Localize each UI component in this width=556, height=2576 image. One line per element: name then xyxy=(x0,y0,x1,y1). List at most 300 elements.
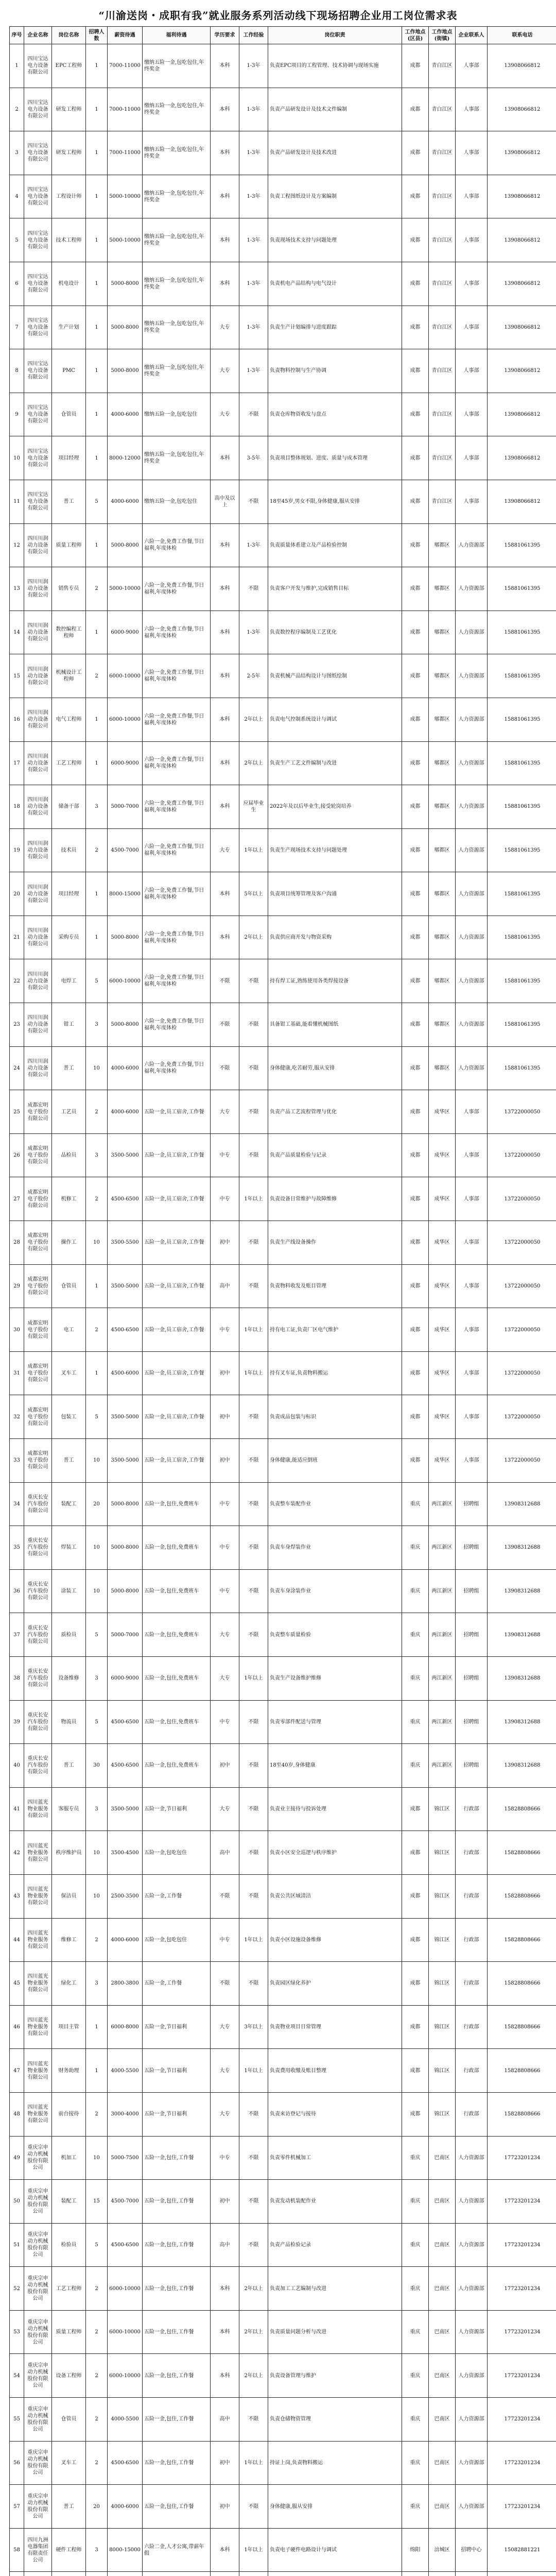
education-cell: 中专 xyxy=(211,1918,239,1962)
contact-cell: 行政部 xyxy=(456,2005,488,2049)
district-cell: 成都 xyxy=(402,611,429,654)
education-cell: 中专 xyxy=(211,1133,239,1177)
seq-cell: 14 xyxy=(10,611,24,654)
benefits-cell: 缴纳五险一金,包吃包住 xyxy=(143,393,211,436)
table-row xyxy=(10,131,556,175)
table-row xyxy=(10,1439,556,1483)
duties-cell: 负责费用收缴及账目整理 xyxy=(268,2049,402,2093)
duties-cell: 持证上岗,负责物料搬运 xyxy=(268,2441,402,2485)
company-cell: 四川宝达电力设备有限公司 xyxy=(24,44,52,88)
seq-cell xyxy=(10,2572,24,2576)
education-cell: 高中 xyxy=(211,2223,239,2267)
benefits-cell: 六险一金,免费工作餐,节日福利,年度体检 xyxy=(143,654,211,698)
table-row xyxy=(10,218,556,262)
phone-cell: 13908312688 xyxy=(488,1744,556,1788)
education-cell: 本科 xyxy=(211,88,239,131)
company-cell: 四川川润动力设备有限公司 xyxy=(24,828,52,872)
street-cell: 两江新区 xyxy=(429,1526,456,1570)
company-cell: 四川川润动力设备有限公司 xyxy=(24,872,52,916)
contact-cell: 招聘组 xyxy=(456,1656,488,1700)
position-cell: 生产计划 xyxy=(52,306,86,349)
duties-cell: 负责数控程序编制及工艺优化 xyxy=(268,611,402,654)
experience-cell: 1-3年 xyxy=(239,44,268,88)
position-cell: 硬件工程师 xyxy=(52,2528,86,2572)
benefits-cell: 六险二金,人才公寓,带薪年假 xyxy=(143,2528,211,2572)
company-cell: 四川川润动力设备有限公司 xyxy=(24,698,52,741)
seq-cell: 48 xyxy=(10,2092,24,2136)
experience-cell: 2年以上 xyxy=(239,741,268,785)
seq-cell: 41 xyxy=(10,1787,24,1831)
contact-cell: 招聘组 xyxy=(456,1482,488,1526)
header-cell: 福利待遇 xyxy=(143,27,211,44)
salary-cell: 5000-8000 xyxy=(108,1003,143,1047)
duties-cell: 负责项目整体规划、进度、质量与成本管理 xyxy=(268,436,402,480)
street-cell: 成华区 xyxy=(429,1177,456,1221)
headcount-cell xyxy=(86,2572,108,2576)
headcount-cell: 1 xyxy=(86,131,108,175)
duties-cell: 负责工程图纸设计及方案编制 xyxy=(268,175,402,218)
position-cell: 操作工 xyxy=(52,1221,86,1265)
district-cell: 成都 xyxy=(402,88,429,131)
duties-cell: 负责物业项目日常管理 xyxy=(268,2005,402,2049)
contact-cell: 招聘组 xyxy=(456,1700,488,1744)
seq-cell: 55 xyxy=(10,2398,24,2442)
company-cell: 四川蓝光物业服务有限公司 xyxy=(24,1787,52,1831)
education-cell: 不限 xyxy=(211,1874,239,1918)
seq-cell: 47 xyxy=(10,2049,24,2093)
experience-cell: 2年以上 xyxy=(239,2354,268,2398)
duties-cell: 具备钳工基础,能看懂机械图纸 xyxy=(268,1003,402,1047)
education-cell: 本科 xyxy=(211,2310,239,2354)
salary-cell: 4500-6500 xyxy=(108,1700,143,1744)
headcount-cell: 2 xyxy=(86,654,108,698)
street-cell: 锦江区 xyxy=(429,1787,456,1831)
contact-cell: 人力资源部 xyxy=(456,785,488,829)
education-cell: 初中 xyxy=(211,1351,239,1395)
phone-cell: 13908066812 xyxy=(488,480,556,523)
duties-cell: 负责质量问题分析与改进 xyxy=(268,2310,402,2354)
education-cell: 大专 xyxy=(211,393,239,436)
seq-cell: 12 xyxy=(10,523,24,567)
duties-cell: 负责小区设施设备维修 xyxy=(268,1918,402,1962)
district-cell: 重庆 xyxy=(402,1569,429,1613)
benefits-cell: 六险一金,免费工作餐,节日福利,年度体检 xyxy=(143,741,211,785)
phone-cell: 13908066812 xyxy=(488,393,556,436)
duties-cell: 负责产品检验记录 xyxy=(268,2223,402,2267)
company-cell: 四川九洲电器集团有限责任公司 xyxy=(24,2528,52,2572)
salary-cell: 4000-6000 xyxy=(108,393,143,436)
headcount-cell: 10 xyxy=(86,1439,108,1483)
street-cell: 青白江区 xyxy=(429,218,456,262)
phone-cell: 15881061395 xyxy=(488,916,556,959)
company-cell: 四川川润动力设备有限公司 xyxy=(24,567,52,611)
headcount-cell: 10 xyxy=(86,1526,108,1570)
headcount-cell: 10 xyxy=(86,1046,108,1090)
duties-cell: 负责产品质量检验与记录 xyxy=(268,1133,402,1177)
education-cell: 初中 xyxy=(211,1744,239,1788)
street-cell xyxy=(429,2572,456,2576)
contact-cell: 人力资源部 xyxy=(456,567,488,611)
street-cell: 青白江区 xyxy=(429,306,456,349)
contact-cell: 人事部 xyxy=(456,1264,488,1308)
company-cell: 四川川润动力设备有限公司 xyxy=(24,611,52,654)
table-row xyxy=(10,2180,556,2224)
salary-cell: 6000-9000 xyxy=(108,1656,143,1700)
contact-cell: 人事部 xyxy=(456,88,488,131)
headcount-cell: 1 xyxy=(86,175,108,218)
headcount-cell: 2 xyxy=(86,2354,108,2398)
benefits-cell: 五险一金,包住,工作餐 xyxy=(143,2180,211,2224)
experience-cell xyxy=(239,2572,268,2576)
company-cell: 四川宝达电力设备有限公司 xyxy=(24,218,52,262)
phone-cell: 15881061395 xyxy=(488,785,556,829)
seq-cell: 54 xyxy=(10,2354,24,2398)
benefits-cell: 缴纳五险一金,包吃包住,年终奖金 xyxy=(143,349,211,393)
position-cell: 储备干部 xyxy=(52,785,86,829)
position-cell: 仓管员 xyxy=(52,1264,86,1308)
duties-cell: 负责产品研发设计及技术改进 xyxy=(268,131,402,175)
salary-cell: 4500-6500 xyxy=(108,1308,143,1352)
table-row xyxy=(10,2485,556,2529)
street-cell: 成华区 xyxy=(429,1395,456,1439)
table-body xyxy=(10,44,556,2576)
duties-cell: 负责物料收发及账目管理 xyxy=(268,1264,402,1308)
seq-cell: 17 xyxy=(10,741,24,785)
company-cell: 成都宏明电子股份有限公司 xyxy=(24,1221,52,1265)
phone-cell: 13908066812 xyxy=(488,349,556,393)
salary-cell: 6000-10000 xyxy=(108,698,143,741)
experience-cell: 不限 xyxy=(239,1526,268,1570)
table-row xyxy=(10,785,556,829)
company-cell: 四川宝达电力设备有限公司 xyxy=(24,436,52,480)
district-cell: 成都 xyxy=(402,1264,429,1308)
education-cell: 本科 xyxy=(211,567,239,611)
phone-cell: 15828808666 xyxy=(488,1831,556,1875)
education-cell: 本科 xyxy=(211,741,239,785)
phone-cell: 13908066812 xyxy=(488,306,556,349)
contact-cell: 人事部 xyxy=(456,1439,488,1483)
benefits-cell: 五险一金,包住,工作餐 xyxy=(143,2441,211,2485)
salary-cell: 5000-7000 xyxy=(108,1613,143,1657)
education-cell: 初中 xyxy=(211,2485,239,2529)
seq-cell: 30 xyxy=(10,1308,24,1352)
table-row xyxy=(10,306,556,349)
contact-cell: 人力资源部 xyxy=(456,2441,488,2485)
phone-cell: 15881061395 xyxy=(488,611,556,654)
table-row xyxy=(10,523,556,567)
phone-cell: 15881061395 xyxy=(488,828,556,872)
company-cell: 成都宏明电子股份有限公司 xyxy=(24,1351,52,1395)
position-cell: EPC工程师 xyxy=(52,44,86,88)
position-cell: 绿化工 xyxy=(52,1962,86,2006)
seq-cell: 26 xyxy=(10,1133,24,1177)
position-cell: 客服专员 xyxy=(52,1787,86,1831)
headcount-cell: 1 xyxy=(86,611,108,654)
seq-cell: 36 xyxy=(10,1569,24,1613)
salary-cell: 5000-8000 xyxy=(108,523,143,567)
company-cell: 重庆宗申动力机械股份有限公司 xyxy=(24,2485,52,2529)
position-cell: 项目主管 xyxy=(52,2005,86,2049)
position-cell: 质量工程师 xyxy=(52,2310,86,2354)
contact-cell: 人力资源部 xyxy=(456,2398,488,2442)
education-cell: 初中 xyxy=(211,1221,239,1265)
education-cell: 初中 xyxy=(211,2441,239,2485)
header-cell: 企业联系人 xyxy=(456,27,488,44)
street-cell: 巴南区 xyxy=(429,2398,456,2442)
duties-cell: 负责生产计划编排与进度跟踪 xyxy=(268,306,402,349)
company-cell: 四川宝达电力设备有限公司 xyxy=(24,480,52,523)
phone-cell: 15881061395 xyxy=(488,1046,556,1090)
company-cell: 重庆长安汽车股份有限公司 xyxy=(24,1569,52,1613)
district-cell: 成都 xyxy=(402,1090,429,1134)
street-cell: 郫都区 xyxy=(429,698,456,741)
seq-cell: 7 xyxy=(10,306,24,349)
headcount-cell: 1 xyxy=(86,2049,108,2093)
phone-cell: 13908312688 xyxy=(488,1482,556,1526)
benefits-cell: 六险一金,免费工作餐,节日福利,年度体检 xyxy=(143,959,211,1003)
education-cell: 不限 xyxy=(211,1962,239,2006)
street-cell: 涪城区 xyxy=(429,2528,456,2572)
salary-cell: 5000-8000 xyxy=(108,262,143,306)
duties-cell: 负责零部件配送与管理 xyxy=(268,1700,402,1744)
education-cell: 本科 xyxy=(211,785,239,829)
phone-cell: 13908312688 xyxy=(488,1656,556,1700)
benefits-cell: 缴纳五险一金,包吃包住,年终奖金 xyxy=(143,218,211,262)
phone-cell: 15881061395 xyxy=(488,1003,556,1047)
contact-cell: 人力资源部 xyxy=(456,1003,488,1047)
seq-cell: 8 xyxy=(10,349,24,393)
education-cell: 本科 xyxy=(211,2267,239,2311)
education-cell: 不限 xyxy=(211,1046,239,1090)
experience-cell: 不限 xyxy=(239,1046,268,1090)
company-cell: 四川宝达电力设备有限公司 xyxy=(24,88,52,131)
district-cell: 成都 xyxy=(402,828,429,872)
benefits-cell: 缴纳五险一金,包吃包住 xyxy=(143,480,211,523)
phone-cell: 13908066812 xyxy=(488,262,556,306)
position-cell: 项目经理 xyxy=(52,872,86,916)
duties-cell: 负责设备日常维护与故障维修 xyxy=(268,1177,402,1221)
district-cell: 成都 xyxy=(402,959,429,1003)
contact-cell: 人事部 xyxy=(456,175,488,218)
company-cell: 重庆宗申动力机械股份有限公司 xyxy=(24,2310,52,2354)
duties-cell: 18至40岁,身体健康 xyxy=(268,1744,402,1788)
table-row xyxy=(10,2310,556,2354)
seq-cell: 18 xyxy=(10,785,24,829)
position-cell: 工艺员 xyxy=(52,1090,86,1134)
experience-cell: 不限 xyxy=(239,2136,268,2180)
table-row xyxy=(10,480,556,523)
street-cell: 成华区 xyxy=(429,1264,456,1308)
position-cell: 品检员 xyxy=(52,1133,86,1177)
district-cell: 成都 xyxy=(402,131,429,175)
experience-cell: 1年以上 xyxy=(239,1351,268,1395)
contact-cell: 行政部 xyxy=(456,1874,488,1918)
experience-cell: 3-5年 xyxy=(239,436,268,480)
salary-cell: 3500-5500 xyxy=(108,1221,143,1265)
experience-cell: 1-3年 xyxy=(239,218,268,262)
contact-cell: 人事部 xyxy=(456,1221,488,1265)
table-row xyxy=(10,2354,556,2398)
contact-cell: 人事部 xyxy=(456,218,488,262)
table-row xyxy=(10,2223,556,2267)
salary-cell: 5000-7500 xyxy=(108,2136,143,2180)
phone-cell: 17723201234 xyxy=(488,2354,556,2398)
salary-cell: 4000-5500 xyxy=(108,2049,143,2093)
position-cell: 工艺工程师 xyxy=(52,2267,86,2311)
salary-cell: 5000-10000 xyxy=(108,567,143,611)
company-cell: 四川蓝光物业服务有限公司 xyxy=(24,1874,52,1918)
district-cell: 重庆 xyxy=(402,2398,429,2442)
benefits-cell: 缴纳五险一金,包吃包住,年终奖金 xyxy=(143,44,211,88)
contact-cell: 人力资源部 xyxy=(456,2310,488,2354)
education-cell: 大专 xyxy=(211,1656,239,1700)
experience-cell: 不限 xyxy=(239,480,268,523)
experience-cell: 不限 xyxy=(239,1395,268,1439)
phone-cell: 17723201234 xyxy=(488,2136,556,2180)
street-cell: 巴南区 xyxy=(429,2223,456,2267)
contact-cell: 人力资源部 xyxy=(456,654,488,698)
headcount-cell: 1 xyxy=(86,1264,108,1308)
headcount-cell: 1 xyxy=(86,872,108,916)
street-cell: 郫都区 xyxy=(429,1046,456,1090)
seq-cell: 42 xyxy=(10,1831,24,1875)
benefits-cell: 缴纳五险一金,包吃包住,年终奖金 xyxy=(143,175,211,218)
benefits-cell: 六险一金,免费工作餐,节日福利,年度体检 xyxy=(143,611,211,654)
salary-cell: 5000-8000 xyxy=(108,1482,143,1526)
company-cell: 重庆宗申动力机械股份有限公司 xyxy=(24,2441,52,2485)
street-cell: 锦江区 xyxy=(429,1831,456,1875)
education-cell: 大专 xyxy=(211,828,239,872)
education-cell: 本科 xyxy=(211,175,239,218)
district-cell: 重庆 xyxy=(402,1700,429,1744)
headcount-cell: 3 xyxy=(86,1133,108,1177)
table-row xyxy=(10,1221,556,1265)
headcount-cell: 30 xyxy=(86,1744,108,1788)
benefits-cell: 五险一金,节日福利 xyxy=(143,2049,211,2093)
contact-cell: 人事部 xyxy=(456,1133,488,1177)
salary-cell: 6000-10000 xyxy=(108,654,143,698)
position-cell: 销售专员 xyxy=(52,567,86,611)
phone-cell: 13908066812 xyxy=(488,436,556,480)
seq-cell: 5 xyxy=(10,218,24,262)
street-cell: 锦江区 xyxy=(429,2092,456,2136)
salary-cell: 5000-8000 xyxy=(108,349,143,393)
position-cell: 物流员 xyxy=(52,1700,86,1744)
phone-cell: 17723201234 xyxy=(488,2223,556,2267)
district-cell: 成都 xyxy=(402,1787,429,1831)
benefits-cell: 五险一金,员工宿舍,工作餐 xyxy=(143,1351,211,1395)
headcount-cell: 5 xyxy=(86,480,108,523)
phone-cell: 13722000050 xyxy=(488,1308,556,1352)
education-cell: 大专 xyxy=(211,2049,239,2093)
position-cell: 普工 xyxy=(52,1439,86,1483)
benefits-cell: 五险一金,员工宿舍,工作餐 xyxy=(143,1439,211,1483)
headcount-cell: 10 xyxy=(86,1874,108,1918)
street-cell: 巴南区 xyxy=(429,2310,456,2354)
position-cell: 包装工 xyxy=(52,1395,86,1439)
seq-cell: 58 xyxy=(10,2528,24,2572)
position-cell: 装配工 xyxy=(52,1482,86,1526)
phone-cell: 13722000050 xyxy=(488,1221,556,1265)
table-row xyxy=(10,916,556,959)
table-row xyxy=(10,1351,556,1395)
salary-cell: 4500-7000 xyxy=(108,828,143,872)
district-cell: 重庆 xyxy=(402,1526,429,1570)
district-cell: 成都 xyxy=(402,44,429,88)
header-cell: 岗位职责 xyxy=(268,27,402,44)
duties-cell: 负责车身涂装作业 xyxy=(268,1569,402,1613)
street-cell: 郫都区 xyxy=(429,567,456,611)
experience-cell: 5年以上 xyxy=(239,872,268,916)
seq-cell: 13 xyxy=(10,567,24,611)
benefits-cell: 五险一金,包住,免费班车 xyxy=(143,1569,211,1613)
benefits-cell: 五险一金,包住,工作餐 xyxy=(143,2267,211,2311)
duties-cell: 负责发动机装配作业 xyxy=(268,2180,402,2224)
experience-cell: 不限 xyxy=(239,959,268,1003)
education-cell: 高中及以上 xyxy=(211,480,239,523)
district-cell: 成都 xyxy=(402,1918,429,1962)
education-cell: 初中 xyxy=(211,1395,239,1439)
education-cell: 本科 xyxy=(211,611,239,654)
salary-cell: 6000-8000 xyxy=(108,2005,143,2049)
benefits-cell: 六险一金,免费工作餐,节日福利,年度体检 xyxy=(143,916,211,959)
position-cell: 设备工程师 xyxy=(52,2354,86,2398)
contact-cell: 人事部 xyxy=(456,480,488,523)
phone-cell: 17723201234 xyxy=(488,2441,556,2485)
phone-cell: 13908312688 xyxy=(488,1613,556,1657)
position-cell: 秩序维护员 xyxy=(52,1831,86,1875)
contact-cell: 人力资源部 xyxy=(456,2180,488,2224)
contact-cell: 人力资源部 xyxy=(456,523,488,567)
table-row xyxy=(10,741,556,785)
position-cell: PMC xyxy=(52,349,86,393)
contact-cell: 人事部 xyxy=(456,1395,488,1439)
headcount-cell: 1 xyxy=(86,393,108,436)
street-cell: 两江新区 xyxy=(429,1482,456,1526)
experience-cell: 不限 xyxy=(239,1482,268,1526)
table-row xyxy=(10,2005,556,2049)
experience-cell: 1年以上 xyxy=(239,1308,268,1352)
benefits-cell: 五险一金,包住,免费班车 xyxy=(143,1744,211,1788)
table-row xyxy=(10,1526,556,1570)
experience-cell: 不限 xyxy=(239,1613,268,1657)
benefits-cell: 五险一金,包住,免费班车 xyxy=(143,1613,211,1657)
salary-cell: 8000-15000 xyxy=(108,2528,143,2572)
education-cell: 本科 xyxy=(211,698,239,741)
duties-cell: 负责生产工艺文件编制与改进 xyxy=(268,741,402,785)
contact-cell: 行政部 xyxy=(456,1787,488,1831)
benefits-cell: 五险一金,包住,免费班车 xyxy=(143,1656,211,1700)
seq-cell: 44 xyxy=(10,1918,24,1962)
street-cell: 成华区 xyxy=(429,1308,456,1352)
header-cell: 工作经验 xyxy=(239,27,268,44)
education-cell: 大专 xyxy=(211,2092,239,2136)
company-cell: 重庆宗申动力机械股份有限公司 xyxy=(24,2136,52,2180)
duties-cell: 负责生产线设备操作 xyxy=(268,1221,402,1265)
duties-cell: 负责电气控制系统设计与调试 xyxy=(268,698,402,741)
salary-cell: 8000-15000 xyxy=(108,872,143,916)
street-cell: 两江新区 xyxy=(429,1656,456,1700)
benefits-cell: 五险一金,节日福利 xyxy=(143,2005,211,2049)
table-row xyxy=(10,1003,556,1047)
district-cell: 成都 xyxy=(402,1177,429,1221)
duties-cell: 负责仓库物资收发与盘点 xyxy=(268,393,402,436)
benefits-cell: 六险一金,免费工作餐,节日福利,年度体检 xyxy=(143,1046,211,1090)
district-cell: 成都 xyxy=(402,306,429,349)
seq-cell: 10 xyxy=(10,436,24,480)
salary-cell: 4000-6000 xyxy=(108,1090,143,1134)
company-cell: 四川宝达电力设备有限公司 xyxy=(24,131,52,175)
